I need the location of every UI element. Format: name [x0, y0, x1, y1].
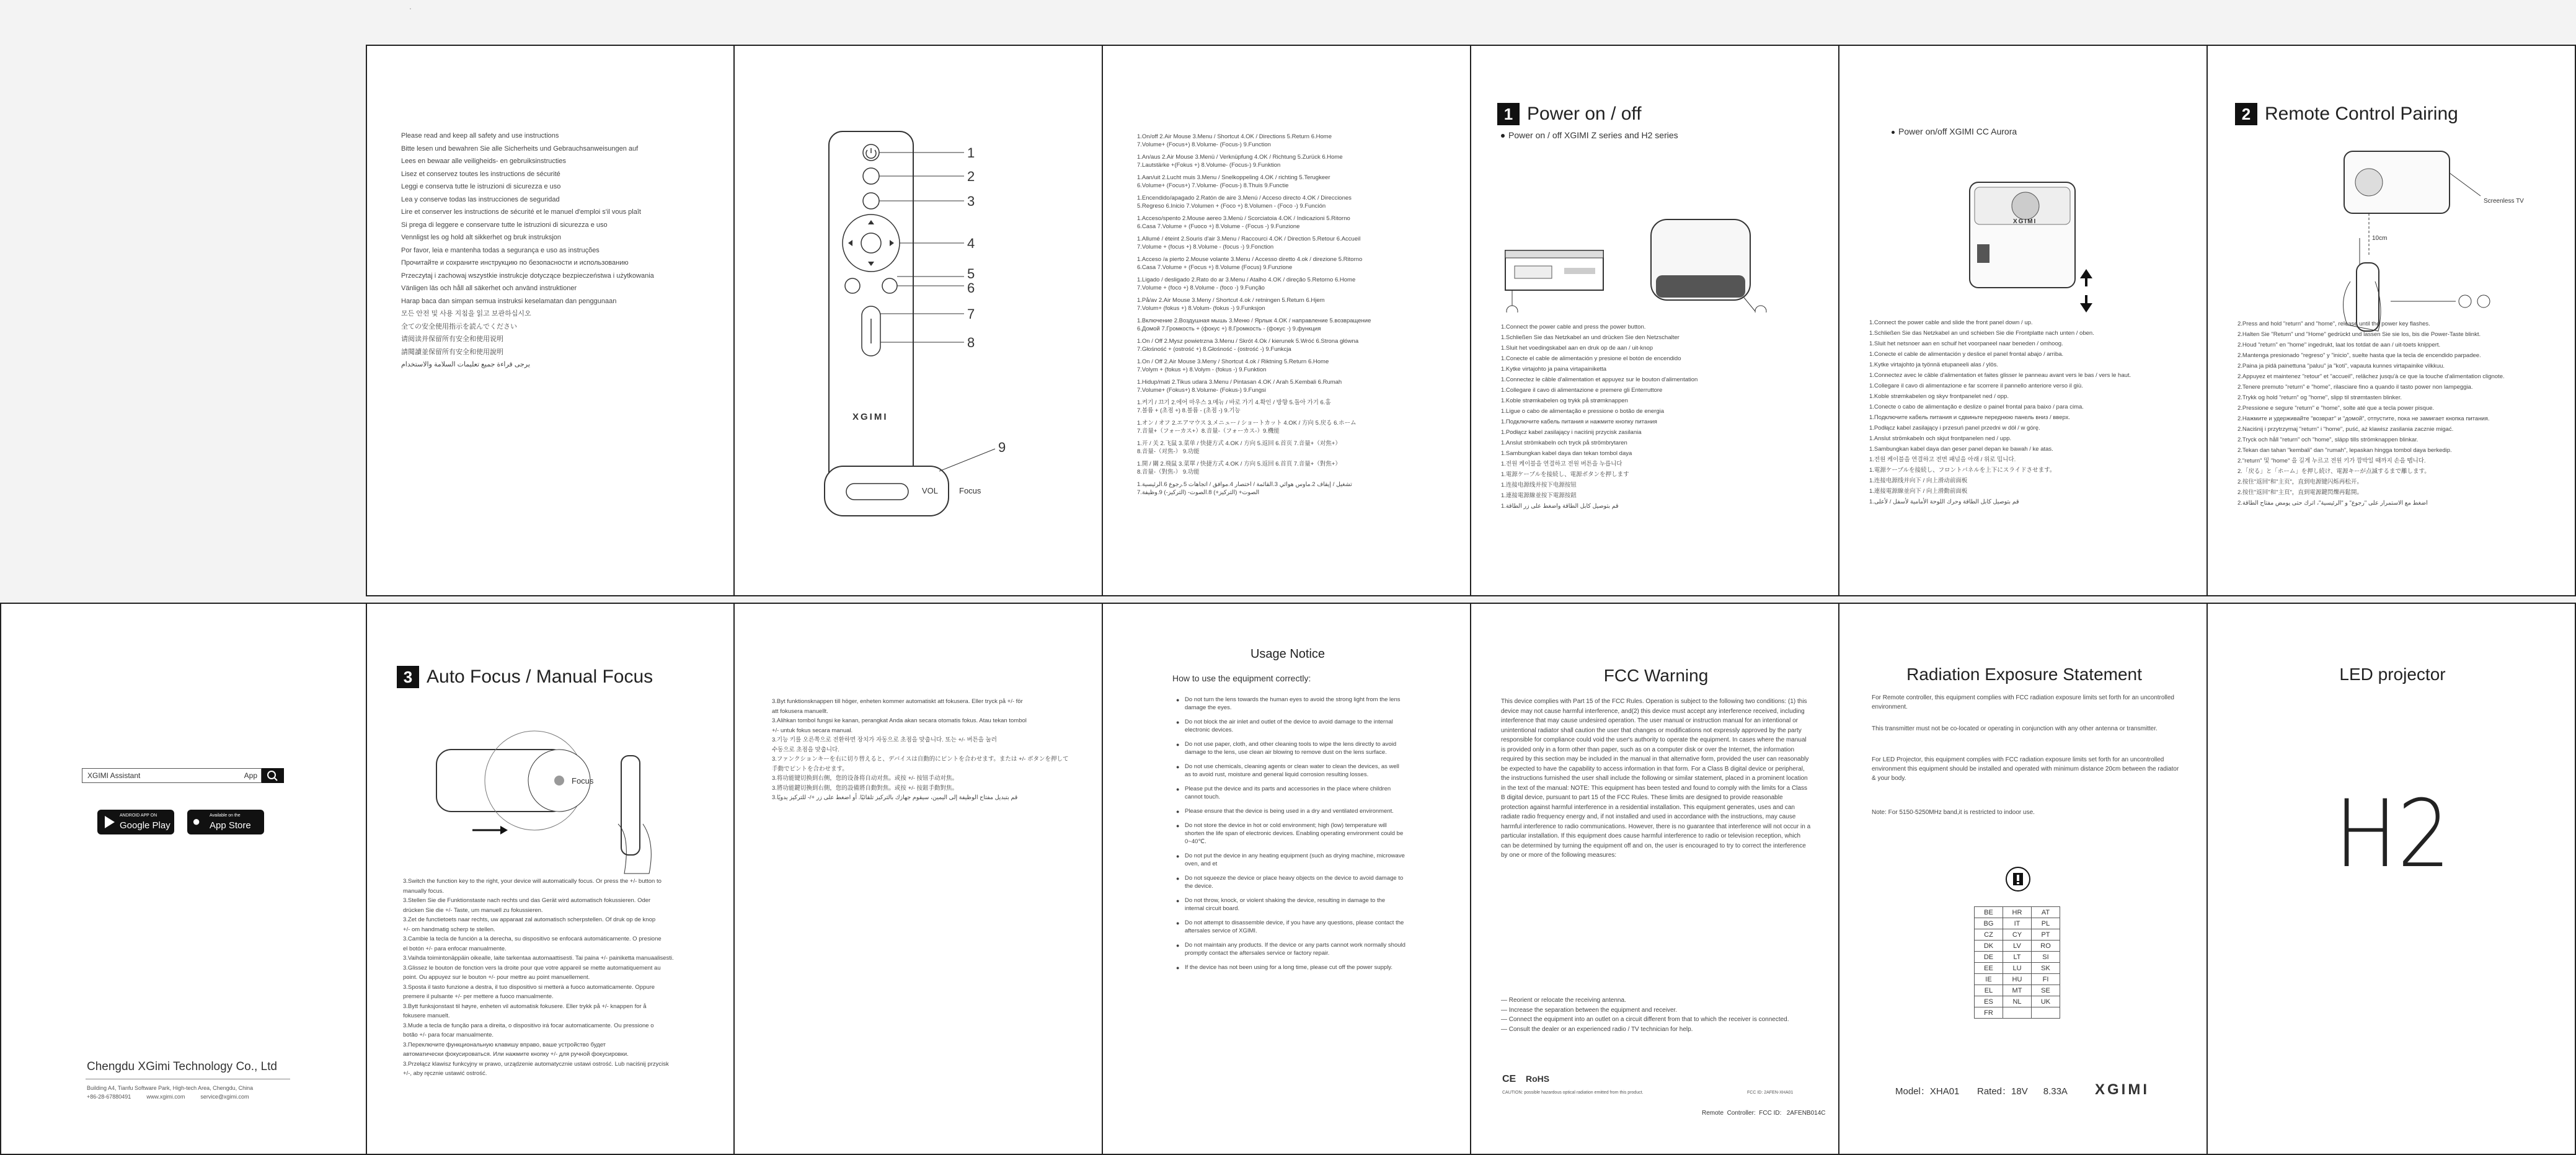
aurora-line: 1.Подключите кабель питания и сдвиньте переднюю панель вниз / вверх. — [1869, 414, 2071, 421]
country-cell: PL — [2032, 918, 2060, 929]
callout-1: 1 — [967, 145, 975, 161]
callout-2: 2 — [967, 169, 975, 184]
fcc-paragraph: This device complies with Part 15 of the FCC Rules. Operation is subject to the following two conditions: (1) this device may not cause harmful interference, and(2) this device must accept any interference received, including interference that may cause undesired operation. The user manual or instruction manual for an intentional or unintentional radiator shall caution the user that changes or modifications not expressly approved by the party responsible for compliance could void the user's authority to operate the equipment. In cases where the manual is provided only in a form other than paper, such as on a computer disk or over the Internet, the information required by this section may be included in the manual in that alternative form, provided the user can reasonably be expected to have the capability to access information in that form. For a Class B digital device or peripheral, the instructions furnished the user shall include the following or similar statement, placed in a prominent location in the text of the manual: NOTE: This equipment has been tested and found to comply with the limits for a Class B digital device, pursuant to part 15 of the FCC Rules. These limits are designed to provide reasonable protection against harmful interference in a residential installation. This equipment generates, uses and can radiate radio frequency energy and, if not installed and used in accordance with the instructions, may cause harmful interference to radio communications. However, there is no guarantee that interference will not occur in a particular installation. If this equipment does cause harmful interference to radio or television reception, which can be determined by turning the equipment off and on, the user is encouraged to try to correct the interference by one or more of the following measures: — [1501, 698, 1811, 859]
focus-line: 3.Переключите функциональную клавишу вправо, ваше устройство будет — [403, 1041, 606, 1048]
pairing-line: 2.Tekan dan tahan "kembali" dan "rumah", lepaskan hingga tombol daya berkedip. — [2237, 447, 2452, 454]
aurora-line: 1.電源ケーブルを接続し、フロントパネルを上下にスライドさせます。 — [1869, 467, 2056, 474]
power-line: 1.Schließen Sie das Netzkabel an und drücken Sie den Netzschalter — [1501, 334, 1680, 341]
pairing-line: 2.按住"返回"和"主頁"，直到電源鍵閃爍再鬆開。 — [2237, 489, 2363, 496]
legend-line: 7.Volum+ (fokus +) 8.Volum- (fokus -) 9.Funksjon — [1137, 305, 1265, 312]
power-line: 1.Conecte el cable de alimentación y presione el botón de encendido — [1501, 355, 1681, 362]
fcc-measure: — Increase the separation between the equipment and receiver. — [1501, 1006, 1678, 1014]
focus-lang-line: 3.ファンクションキーを右に切り替えると、デバイスは自動的にピントを合わせます。または +/- ボタンを押して — [772, 756, 1069, 763]
legend-line: 6.Casa 7.Volume + (Fuoco +) 8.Volume - (Focus -) 9.Funzione — [1137, 223, 1300, 230]
country-cell: BE — [1975, 907, 2003, 918]
fcc-measure: — Consult the dealer or an experienced radio / TV technician for help. — [1501, 1025, 1693, 1033]
page-usage-notice — [1102, 603, 1471, 1155]
projector-illustrations — [1471, 151, 1839, 312]
focus-line: 3.Zet de functietoets naar rechts, uw apparaat zal automatisch scherpstellen. Of druk op de knop — [403, 916, 656, 923]
aurora-line: 1.Sluit het netsnoer aan en schuif het voorpaneel naar beneden / omhoog. — [1869, 340, 2063, 347]
ce-mark: CE — [1502, 1074, 1516, 1084]
legend-line: 7.Volume+ (Fokus+) 8.Volume- (Fokus-) 9.Fungsi — [1137, 387, 1267, 394]
section-heading — [397, 666, 653, 688]
page-auto-focus — [366, 603, 735, 1155]
page-safety-languages — [366, 45, 735, 596]
power-icon — [1507, 306, 1518, 312]
top-mark: . — [409, 1, 412, 11]
legend-line: 7.Volume + (focus +) 8.Volume - (focus -) 9.Fonction — [1137, 244, 1274, 250]
return-icon — [2459, 295, 2471, 308]
rated-label: Rated：18V 8.33A — [1977, 1086, 2068, 1097]
power-line: 1.Kytke virtajohto ja paina virtapainiketta — [1501, 366, 1607, 373]
arrow-down-icon — [2080, 295, 2092, 312]
legend-line: 1.Ligado / desligado 2.Rato do ar 3.Menu / Atalho 4.OK / direção 5.Retorno 6.Home — [1137, 277, 1356, 283]
page-remote-diagram — [733, 45, 1103, 596]
power-line: 1.قم بتوصيل كابل الطاقة واضغط على زر الطاقة — [1501, 503, 1619, 510]
focus-line: 3.Stellen Sie die Funktionstaste nach rechts und das Gerät wird automatisch fokussieren. Oder — [403, 897, 651, 904]
remote-fcc-id: Remote Controller: FCC ID: 2AFENB014C — [1702, 1110, 1826, 1117]
country-row — [1975, 940, 2060, 952]
focus-language-list — [772, 697, 1088, 803]
pairing-line: 2.Paina ja pidä painettuna "paluu" ja "koti", vapauta kunnes virtapainike vilkkuu. — [2237, 363, 2445, 370]
legend-line: 5.Regreso 6.Inicio 7.Volumen + (Foco +) 8.Volumen - (Foco -) 9.Función — [1137, 203, 1326, 210]
pairing-line: 2.Press and hold "return" and "home", release until the power key flashes. — [2237, 321, 2430, 327]
warning-icon — [2006, 867, 2030, 892]
focus-illustration — [367, 719, 735, 880]
section-title: Remote Control Pairing — [2265, 104, 2458, 124]
aurora-line: 1.連接電源線並向下 / 向上滑動前面板 — [1869, 488, 1968, 495]
focus-lang-line: 3.Alihkan tombol fungsi ke kanan, perangkat Anda akan secara otomatis fokus. Atau tekan tombol — [772, 717, 1027, 724]
legend-line: 6.Volume+ (Focus+) 7.Volume- (Focus-) 8.Thuis 9.Functie — [1137, 182, 1289, 189]
callout-5: 5 — [967, 266, 975, 281]
aurora-line: 1.Conecte el cable de alimentación y deslice el panel frontal abajo / arriba. — [1869, 351, 2064, 358]
remote-diagram — [735, 46, 1103, 596]
safety-line: 请阅读并保留所有安全和使用说明 — [401, 335, 503, 343]
callout-8: 8 — [967, 335, 975, 350]
arrow-right-icon — [500, 826, 508, 834]
focus-lang-line: +/- untuk fokus secara manual. — [772, 727, 853, 734]
focus-line: автоматически фокусироваться. Или нажмите кнопку +/- для ручной фокусировки. — [403, 1051, 629, 1058]
power-line: 1.전원 케이블을 연결하고 전원 버튼을 누릅니다 — [1501, 461, 1622, 467]
legend-line: 1.켜기 / 끄기 2.에어 마우스 3.메뉴 / 바로 가기 4.확인 / 방향 5.돌아 가기 6.홈 — [1137, 399, 1331, 406]
radiation-title: Radiation Exposure Statement — [1906, 665, 2142, 684]
country-table — [1974, 906, 2060, 1019]
callout-6: 6 — [967, 280, 975, 296]
country-row — [1975, 952, 2060, 963]
usage-bullet: ● If the device has not been using for a long time, please cut off the power supply. — [1176, 963, 1405, 971]
country-cell: FI — [2032, 974, 2060, 985]
country-cell: HR — [2003, 907, 2032, 918]
country-row — [1975, 963, 2060, 974]
focus-lang-line: 수동으로 초점을 맞춥니다. — [772, 746, 839, 753]
apple-icon: ● — [192, 813, 201, 829]
distance-label: 10cm — [2372, 235, 2388, 242]
pairing-line: 2.Trykk og hold "return" og "home", slipp til strømtasten blinker. — [2237, 394, 2402, 401]
search-button[interactable] — [262, 768, 284, 783]
legend-line: 7.الصوت+ (التركيز+) 8.الصوت- (التركيز-) 9.وظيفة — [1137, 489, 1260, 496]
model-label: Model：XHA01 — [1895, 1086, 1960, 1097]
safety-line: Lire et conserver les instructions de sécurité et le manuel d'emploi s'il vous plaît — [401, 208, 641, 216]
section-subtitle: Power on / off XGIMI Z series and H2 series — [1501, 130, 1678, 140]
safety-line: Lisez et conservez toutes les instructions de sécurité — [401, 170, 560, 178]
safety-line: Si prega di leggere e conservare tutte le istruzioni di sicurezza e uso — [401, 221, 608, 229]
aurora-line: 1.Connectez avec le câble d'alimentation et faites glisser le panneau avant vers le bas / vers le haut. — [1869, 372, 2131, 379]
legend-line: 1.開 / 關 2.飛鼠 3.菜單 / 快捷方式 4.OK / 方向 5.返回 6.首頁 7.音量+（對焦+） — [1137, 461, 1341, 467]
screenless-tv-label: Screenless TV — [2484, 198, 2524, 205]
company-contact: +86-28-67880491 www.xgimi.com service@xgimi.com — [87, 1094, 249, 1100]
country-row — [1975, 918, 2060, 929]
country-cell: AT — [2032, 907, 2060, 918]
brand-logo: XGIMI — [2095, 1081, 2150, 1098]
focus-instruction-list — [403, 877, 719, 1079]
country-row — [1975, 929, 2060, 940]
legend-line: 1.Acceso /a pierto 2.Mouse volante 3.Menu / Accesso diretto 4.ok / direzione 5.Ritorno — [1137, 256, 1363, 263]
legend-line: 7.音量+（フォーカス+）8.音量-（フォーカス-）9.機能 — [1137, 428, 1280, 435]
aurora-line: 1.Kytke virtajohto ja työnnä etupaneeli alas / ylös. — [1869, 361, 1999, 368]
callout-4: 4 — [967, 236, 975, 251]
aurora-line: 1.Sambungkan kabel daya dan geser panel depan ke bawah / ke atas. — [1869, 446, 2053, 453]
focus-lang-line: 3.將功能鍵切換到右側，您的設備將自動對焦。或按 +/- 按鈕手動對焦。 — [772, 784, 958, 792]
usage-bullet: ● Do not turn the lens towards the human eyes to avoid the strong light from the lens damage the eyes. — [1176, 696, 1405, 712]
legend-line: 7.Volume+ (Focus+) 8.Volume- (Focus-) 9.Function — [1137, 141, 1271, 148]
country-cell: HU — [2003, 974, 2032, 985]
focus-line: 3.Sposta il tasto funzione a destra, il tuo dispositivo si metterà a fuoco automaticamente. Oppure — [403, 983, 655, 991]
power-line: 1.连接电源线并按下电源按钮 — [1501, 482, 1577, 489]
app-store-badge[interactable]: ● Available on the App Store — [187, 810, 264, 834]
country-cell: IE — [1975, 974, 2003, 985]
country-cell: CZ — [1975, 929, 2003, 940]
country-cell: IT — [2003, 918, 2032, 929]
usage-bullet: ● Do not squeeze the device or place heavy objects on the device to avoid damage to the device. — [1176, 874, 1405, 890]
search-icon — [262, 768, 284, 783]
usage-bullet: ● Do not use chemicals, cleaning agents or clean water to clean the devices, as well as to avoid rust, moisture and general liquid corrosion resulting losses. — [1176, 763, 1405, 779]
legend-line: 7.Volym + (fokus +) 8.Volym - (fokus -) 9.Funktion — [1137, 366, 1267, 373]
pairing-line: 2.Halten Sie "Return" und "Home" gedrückt und lassen Sie sie los, bis die Power-Taste blinkt. — [2237, 331, 2481, 338]
power-line: 1.連接電源線並按下電源按鈕 — [1501, 492, 1577, 499]
focus-line: +/- om handmatig scherp te stellen. — [403, 926, 495, 933]
country-row — [1975, 1007, 2060, 1019]
country-cell: FR — [1975, 1007, 2003, 1019]
country-cell: PT — [2032, 929, 2060, 940]
power-line: 1.Koble strømkabelen og trykk på strømknappen — [1501, 397, 1628, 404]
country-row — [1975, 996, 2060, 1007]
usage-bullet: ● Do not put the device in any heating equipment (such as drying machine, microwave oven, and et — [1176, 852, 1405, 868]
country-cell: LT — [2003, 952, 2032, 963]
country-cell: SK — [2032, 963, 2060, 974]
pairing-line: 2."return" 및 "home" 을 길게 누르고 전원 키가 깜박일 때까지 손을 뗍니다. — [2237, 458, 2426, 464]
country-cell: DK — [1975, 940, 2003, 952]
aurora-line: 1.Collegare il cavo di alimentazione e far scorrere il pannello anteriore verso il giù. — [1869, 383, 2083, 389]
country-cell: BG — [1975, 918, 2003, 929]
country-cell: SE — [2032, 985, 2060, 996]
country-row — [1975, 907, 2060, 918]
pairing-line: 2.Pressione e segure "return" e "home", solte até que a tecla power pisque. — [2237, 405, 2435, 412]
focus-line: el botón +/- para enfocar manualmente. — [403, 945, 507, 952]
focus-line: 3.Cambie la tecla de función a la derecha, su dispositivo se enfocará automáticamente. O presione — [403, 936, 662, 942]
vol-label: VOL — [922, 486, 939, 495]
pairing-line: 2.「戻る」と「ホーム」を押し続け、電源キーが点滅するまで離します。 — [2237, 468, 2430, 475]
legend-line: 8.音量-（对焦-） 9.功能 — [1137, 448, 1200, 455]
pairing-line: 2.Mantenga presionado "regreso" y "inicio", suelte hasta que la tecla de encendido parpadee. — [2237, 352, 2481, 359]
focus-line: 3.Vaihda toimintonäppäin oikealle, laite tarkentaa automaattisesti. Tai paina +/- painiketta manuaalisesti. — [403, 955, 674, 962]
country-cell — [2003, 1007, 2032, 1019]
aurora-line: 1.Schließen Sie das Netzkabel an und schieben Sie die Frontplatte nach unten / oben. — [1869, 330, 2094, 337]
section-heading — [2235, 103, 2458, 125]
safety-line: Por favor, leia e mantenha todas a segurança e uso as instruções — [401, 246, 600, 254]
home-icon — [2477, 295, 2490, 308]
safety-instruction-list — [401, 130, 711, 371]
fcc-measure: — Reorient or relocate the receiving antenna. — [1501, 997, 1626, 1004]
power-line: 1.電源ケーブルを接続し、電源ボタンを押します — [1501, 471, 1629, 478]
pairing-line: 2.Нажмите и удерживайте "возврат" и "домой", отпустите, пока не замигает кнопка питания. — [2237, 415, 2490, 422]
country-cell: EL — [1975, 985, 2003, 996]
power-line: 1.Sluit het voedingskabel aan en druk op de aan / uit-knop — [1501, 345, 1653, 352]
pairing-line: 2.Naciśnij i przytrzymaj "return" i "home", puść, aż klawisz zasilania zacznie migać. — [2237, 426, 2454, 433]
usage-notice-title: Usage Notice — [1250, 647, 1326, 661]
section-title: Power on / off — [1527, 104, 1642, 124]
safety-line: Please read and keep all safety and use instructions — [401, 132, 559, 139]
legend-line: 7.Głośność + (ostrość +) 8.Głośność - (ostrość -) 9.Funkcja — [1137, 346, 1291, 353]
legend-line: 1.Allumé / éteint 2.Souris d'air 3.Menu / Raccourci 4.OK / Direction 5.Retour 6.Accueil — [1137, 236, 1361, 242]
power-line: 1.Connect the power cable and press the power button. — [1501, 324, 1646, 330]
callout-3: 3 — [967, 193, 975, 209]
usage-notice-bullets — [1176, 696, 1405, 978]
pairing-line: 2.اضغط مع الاستمرار على "رجوع" و "الرئيسية"، اترك حتى يومض مفتاح الطاقة — [2237, 500, 2428, 507]
power-line: 1.Anslut strömkabeln och tryck på strömbrytaren — [1501, 440, 1627, 446]
country-row — [1975, 974, 2060, 985]
power-line: 1.Podłącz kabel zasilający i naciśnij przycisk zasilania — [1501, 429, 1642, 436]
focus-line: drücken Sie die +/- Taste, um manuell zu fokussieren. — [403, 906, 543, 914]
focus-lang-line: 3.기능 키를 오른쪽으로 전환하면 장치가 자동으로 초점을 맞춥니다. 또는 +/- 버튼을 눌러 — [772, 737, 997, 743]
focus-line: point. Ou appuyez sur le bouton +/- pour mettre au point manuellement. — [403, 974, 590, 981]
focus-lang-line: att fokusera manuellt. — [772, 707, 828, 715]
aurora-line: 1.Connect the power cable and slide the front panel down / up. — [1869, 319, 2033, 326]
country-cell: LU — [2003, 963, 2032, 974]
legend-line: 1.オン / オフ 2.エアマウス 3.メニュー / ショートカット 4.OK / 方向 5.戻る 6.ホーム — [1137, 420, 1357, 427]
aurora-line: 1.Koble strømkabelen og skyv frontpanelet ned / opp. — [1869, 393, 2009, 400]
focus-label: Focus — [959, 486, 981, 495]
power-line: 1.Connectez le câble d'alimentation et appuyez sur le bouton d'alimentation — [1501, 376, 1698, 383]
safety-line: Lea y conserve todas las instrucciones de seguridad — [401, 195, 560, 203]
safety-line: Bitte lesen und bewahren Sie alle Sicherheits und Gebrauchsanweisungen auf — [401, 144, 639, 153]
legend-line: 1.På/av 2.Air Mouse 3.Meny / Shortcut 4.ok / retningen 5.Return 6.Hjem — [1137, 297, 1325, 304]
safety-line: Vänligen läs och håll all säkerhet och använd instruktioner — [401, 285, 577, 292]
safety-line: 모든 안전 및 사용 지침을 읽고 보관하십시오 — [401, 310, 531, 317]
focus-line: 3.Mude a tecla de função para a direita, o dispositivo irá focar automaticamente. Ou pressione o — [403, 1022, 654, 1029]
aurora-brand: XGIMI — [2013, 218, 2037, 225]
aurora-line: 1.Anslut strömkabeln och skjut frontpanelen ned / upp. — [1869, 435, 2012, 442]
country-row — [1975, 985, 2060, 996]
country-cell: DE — [1975, 952, 2003, 963]
aurora-line: 1.قم بتوصيل كابل الطاقة وحرك اللوحة الأمامية لأسفل / لأعلى — [1869, 498, 2019, 505]
focus-line: botão +/- para focar manualmente. — [403, 1032, 494, 1038]
fcc-title: FCC Warning — [1603, 666, 1709, 685]
power-line: 1.Collegare il cavo di alimentazione e premere gli Enterruttore — [1501, 387, 1663, 394]
usage-bullet: ● Do not throw, knock, or violent shaking the device, resulting in damage to the internal circuit board. — [1176, 896, 1405, 913]
usage-bullet: ● Please put the device and its parts and accessories in the place where children cannot touch. — [1176, 785, 1405, 801]
country-cell — [2032, 1007, 2060, 1019]
country-cell: MT — [2003, 985, 2032, 996]
safety-line: يرجى قراءة جميع تعليمات السلامة والاستخدام — [401, 361, 530, 368]
safety-line: Vennligst les og hold alt sikkerhet og bruk instruksjon — [401, 234, 562, 241]
focus-line: 3.Przełącz klawisz funkcyjny w prawo, urządzenie automatycznie ustawi ostrość. Lub naciśnij przycisk — [403, 1060, 669, 1068]
usage-bullet: ● Do not attempt to disassemble device, if you have any questions, please contact the aftersales service of XGIMI. — [1176, 919, 1405, 935]
legend-line: 1.تشغيل / إيقاف 2.ماوس هوائي 3.القائمة / اختصار 4.موافق / اتجاهات 5.رجوع 6.الرئيسية — [1137, 481, 1352, 488]
section-subtitle: Power on/off XGIMI CC Aurora — [1892, 126, 2017, 136]
country-cell: CY — [2003, 929, 2032, 940]
country-cell: SI — [2032, 952, 2060, 963]
page-radiation-exposure — [1838, 603, 2208, 1155]
callout-9: 9 — [998, 440, 1006, 455]
usage-bullet: ● Do not use paper, cloth, and other cleaning tools to wipe the lens directly to avoid damage to the lens, use clean air blowing to remove dust on the lens surface. — [1176, 740, 1405, 756]
fcc-measures — [1501, 996, 1811, 1034]
usage-notice-subtitle: How to use the equipment correctly: — [1172, 673, 1311, 683]
aurora-line: 1.Conecte o cabo de alimentação e deslize o painel frontal para baixo / para cima. — [1869, 404, 2084, 410]
focus-line: manually focus. — [403, 887, 445, 895]
caution-text: CAUTION: possible hazardous optical radiation emitted from this product. — [1502, 1091, 1644, 1095]
usage-bullet: ● Do not store the device in hot or cold environment; high (low) temperature will shorten the life span of electronic devices. Enabling operating environment could be 0~40℃. — [1176, 821, 1405, 846]
section-heading — [1497, 103, 1642, 125]
search-bar[interactable] — [82, 768, 262, 783]
pairing-line: 2.Appuyez et maintenez "retour" et "accueil", relâchez jusqu'à ce que la touche d'alimentation clignote. — [2237, 373, 2505, 380]
legend-line: 6.Casa 7.Volume + (Focus +) 8.Volume (Focus) 9.Funzione — [1137, 264, 1293, 271]
power-icon — [1755, 306, 1766, 312]
legend-line: 1.开 / 关 2.飞鼠 3.菜单 / 快捷方式 4.OK / 方向 5.返回 6.首页 7.音量+（对焦+） — [1137, 440, 1341, 447]
remote-brand-logo: XGIMI — [852, 412, 888, 422]
focus-label: Focus — [572, 776, 594, 785]
focus-line: 3.Bytt funksjonstast til høyre, enheten vil automatisk fokusere. Eller trykk på +/- knappen for å — [403, 1002, 647, 1010]
page-remote-pairing — [2206, 45, 2576, 596]
pairing-line: 2.Houd "return" en "home" ingedrukt, laat los totdat de aan / uit-toets knippert. — [2237, 342, 2441, 348]
aurora-line: 1.전원 케이블을 연결하고 전면 패널을 아래 / 위로 밉니다. — [1869, 456, 2016, 463]
legend-line: 6.Домой 7.Громкость + (фокус +) 8.Громкость - (фокус -) 9.функция — [1137, 325, 1321, 332]
aurora-illustration — [1839, 145, 2208, 343]
aurora-line: 1.连接电源线并向下 / 向上滑动前面板 — [1869, 477, 1968, 484]
section-number: 1 — [1497, 103, 1520, 125]
page-fcc-warning — [1470, 603, 1839, 1155]
aurora-line: 1.Podłącz kabel zasilający i przesuń panel przedni w dół / w górę. — [1869, 425, 2040, 431]
radiation-p3: For LED Projector, this equipment complies with FCC radiation exposure limits set forth for an uncontrolled environment this equipment should be installed and operated with minimum distance 20cm between the radiator & your body. — [1872, 756, 2179, 782]
section-number: 2 — [2235, 103, 2257, 125]
power-instruction-list — [1501, 322, 1823, 511]
page-focus-languages — [733, 603, 1103, 1155]
radiation-p2: This transmitter must not be co-located or operating in conjunction with any other antenna or transmitter. — [1872, 725, 2158, 732]
pairing-line: 2.按住"返回"和"主页"，直到电源键闪烁再松开。 — [2237, 479, 2363, 485]
power-line: 1.Подключите кабель питания и нажмите кнопку питания — [1501, 418, 1657, 425]
pairing-illustration — [2208, 139, 2576, 337]
arrow-up-icon — [2080, 269, 2092, 286]
page-button-legend — [1102, 45, 1471, 596]
google-play-icon — [102, 815, 117, 830]
rohs-mark: RoHS — [1526, 1074, 1550, 1084]
legend-line: 1.Aan/uit 2.Lucht muis 3.Menu / Snelkoppeling 4.OK / richting 5.Terugkeer — [1137, 174, 1330, 181]
google-play-badge[interactable]: ANDROID APP ON Google Play — [97, 810, 174, 834]
power-line: 1.Sambungkan kabel daya dan tekan tombol daya — [1501, 450, 1632, 457]
focus-lang-line: 3.将功能键切换到右侧，您的设备将自动对焦。或按 +/- 按钮手动对焦。 — [772, 775, 958, 782]
usage-bullet: ● Please ensure that the device is being used in a dry and ventilated environment. — [1176, 807, 1405, 815]
focus-lang-line: 手動でピントを合わせます。 — [772, 765, 848, 772]
page-power-aurora — [1838, 45, 2208, 596]
radiation-note: Note: For 5150-5250MHz band,it is restricted to indoor use. — [1872, 809, 2035, 816]
focus-lang-line: 3.قم بتبديل مفتاح الوظيفة إلى اليمين، سيقوم جهازك بالتركيز تلقائيًا. أو اضغط على زر +/- للتركيز يدويًا — [772, 794, 1018, 801]
legend-line: 1.Acceso/spento 2.Mouse aereo 3.Menù / Scorciatoia 4.OK / Indicazioni 5.Ritorno — [1137, 215, 1350, 222]
power-line: 1.Ligue o cabo de alimentação e pressione o botão de energia — [1501, 408, 1665, 415]
fcc-measure: — Connect the equipment into an outlet on a circuit different from that to which the receiver is connected. — [1501, 1016, 1789, 1023]
button-legend-list — [1137, 133, 1459, 501]
safety-line: 請閱讀並保留所有安全和使用說明 — [401, 348, 503, 356]
page-led-projector — [2206, 603, 2576, 1155]
safety-line: 全ての安全使用指示を読んでください — [401, 322, 517, 330]
safety-line: Leggi e conserva tutte le istruzioni di sicurezza e uso — [401, 183, 561, 190]
pairing-line: 2.Tenere premuto "return" e "home", rilasciare fino a quando il tasto power non lampeggia. — [2237, 384, 2473, 391]
aurora-instruction-list — [1869, 317, 2198, 507]
company-address: Building A4, Tianfu Software Park, High-tech Area, Chengdu, China — [87, 1085, 254, 1091]
country-cell: LV — [2003, 940, 2032, 952]
fcc-id-small: FCC ID: 2AFEN-XHA01 — [1747, 1091, 1794, 1095]
country-cell: RO — [2032, 940, 2060, 952]
focus-line: 3.Glissez le bouton de fonction vers la droite pour que votre appareil se mette automatiquement au — [403, 964, 661, 971]
legend-line: 1.Включение 2.Воздушная мышь 3.Меню / Ярлык 4.OK / направление 5.возвращение — [1137, 317, 1371, 324]
section-title: Auto Focus / Manual Focus — [427, 666, 653, 687]
country-cell: ES — [1975, 996, 2003, 1007]
legend-line: 7.Volume + (foco +) 8.Volume - (foco -) 9.Função — [1137, 285, 1265, 291]
product-title: LED projector — [2339, 665, 2446, 684]
safety-line: Lees en bewaar alle veiligheids- en gebruiksinstructies — [401, 157, 566, 165]
country-cell: UK — [2032, 996, 2060, 1007]
pairing-instruction-list — [2237, 319, 2566, 508]
radiation-p1: For Remote controller, this equipment complies with FCC radiation exposure limits set forth for an uncontrolled environment. — [1872, 694, 2174, 710]
focus-line: fokusere manuelt. — [403, 1012, 450, 1019]
search-input[interactable]: XGIMI Assistant — [87, 771, 141, 780]
section-number: 3 — [397, 666, 419, 688]
pairing-line: 2.Tryck och håll "return" och "home", släpp tills strömknappen blinkar. — [2237, 436, 2419, 443]
safety-line: Harap baca dan simpan semua instruksi keselamatan dan penggunaan — [401, 297, 617, 305]
legend-line: 1.Hidup/mati 2.Tikus udara 3.Menu / Pintasan 4.OK / Arah 5.Kembali 6.Rumah — [1137, 379, 1342, 386]
app-label: App — [244, 771, 257, 780]
legend-line: 1.Encendido/apagado 2.Ratón de aire 3.Menú / Acceso directo 4.OK / Direcciones — [1137, 195, 1352, 201]
legend-line: 8.音量-（對焦-） 9.功能 — [1137, 469, 1200, 476]
focus-lang-line: 3.Byt funktionsknappen till höger, enheten kommer automatiskt att fokusera. Eller tryck på +/- för — [772, 698, 1023, 705]
legend-line: 1.On / Off 2.Air Mouse 3.Meny / Shortcut 4.ok / Riktning 5.Return 6.Home — [1137, 358, 1329, 365]
legend-line: 7.Lautstärke +(Fokus +) 8.Volume- (Focus-) 9.Funktion — [1137, 162, 1281, 169]
model-name-large: H2 — [2334, 781, 2451, 888]
focus-line: premere il pulsante +/- per mettere a fuoco manualmente. — [403, 993, 554, 1000]
page-power-on-off — [1470, 45, 1839, 596]
company-name: Chengdu XGimi Technology Co., Ltd — [87, 1060, 277, 1073]
safety-line: Прочитайте и сохраните инструкцию по безопасности и использованию — [401, 259, 629, 267]
focus-line: +/-, aby ręcznie ustawić ostrość. — [403, 1070, 487, 1077]
country-cell: EE — [1975, 963, 2003, 974]
legend-line: 7.볼륨 + (초점 +) 8.볼륨 - (초점 -) 9.기능 — [1137, 407, 1241, 414]
usage-bullet: ● Do not block the air inlet and outlet of the device to avoid damage to the internal electronic devices. — [1176, 718, 1405, 734]
country-cell: NL — [2003, 996, 2032, 1007]
focus-line: 3.Switch the function key to the right, your device will automatically focus. Or press the +/- button to — [403, 878, 662, 885]
safety-line: Przeczytaj i zachowaj wszystkie instrukcje dotyczące bezpieczeństwa i użytkowania — [401, 272, 654, 280]
legend-line: 1.An/aus 2.Air Mouse 3.Menü / Verknüpfung 4.OK / Richtung 5.Zurück 6.Home — [1137, 154, 1343, 161]
legend-line: 1.On / Off 2.Mysz powietrzna 3.Menu / Skrót 4.Ok / kierunek 5.Wróć 6.Strona główna — [1137, 338, 1359, 345]
usage-bullet: ● Do not maintain any products. If the device or any parts cannot work normally should promptly contact the aftersales service or factory repair. — [1176, 941, 1405, 957]
legend-line: 1.On/off 2.Air Mouse 3.Menu / Shortcut 4.OK / Directions 5.Return 6.Home — [1137, 133, 1332, 140]
callout-7: 7 — [967, 306, 975, 322]
